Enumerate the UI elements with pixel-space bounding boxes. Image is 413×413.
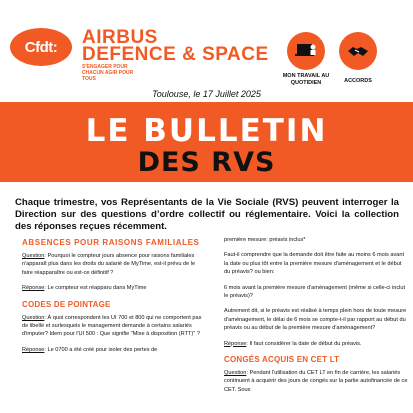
work-laptop-icon [287, 32, 325, 70]
document-date: Toulouse, le 17 Juillet 2025 [152, 89, 261, 99]
cfdt-logo [10, 28, 72, 66]
icon-label-work: MON TRAVAIL AU QUOTIDIEN [282, 73, 330, 86]
answer-absences [22, 284, 206, 292]
question-label: Question [224, 370, 247, 377]
answer-text: : Le compteur est réapparu dans MyTime [44, 285, 147, 292]
brand-line-2: DEFENCE & SPACE [82, 44, 269, 65]
icon-label-accords: ACCORDS [344, 78, 372, 84]
section-title-codes: CODES DE POINTAGE [22, 299, 111, 309]
section-title-conges: CONGÉS ACQUIS EN CET LT [224, 355, 340, 365]
question-text: : Pourquoi le compteur jours absence pour raisons familiales n'apparaît plus dans les droits du salarié de MyTime, est-il prévu de le faire réapparaître ou est-ce définitif ? [22, 253, 196, 276]
answer-label: Réponse [22, 346, 45, 353]
question-absences [22, 252, 206, 277]
answer-text: : Il faut considérer la date de début du préavis. [246, 340, 362, 347]
banner-title-line-2: DES RVS [137, 147, 276, 178]
paragraph: première mesure: préavis inclus* [224, 237, 306, 243]
intro-paragraph: Chaque trimestre, vos Représentants de la Vie Sociale (RVS) peuvent interroger la Direction sur des questions d’ordre collectif ou réglementaire. Voici la collection des réponses reçues récemment. [15, 197, 399, 232]
brand-tagline: S'ENGAGER POUR CHACUN AGIR POUR TOUS [82, 64, 134, 82]
brand-line-1: AIRBUS [82, 27, 158, 48]
answer-label: Réponse [224, 340, 247, 347]
answer-codes [22, 346, 206, 354]
cfdt-logo-text: Cfdt: [24, 38, 58, 56]
question-codes [22, 314, 206, 339]
question-conges [224, 369, 408, 394]
right-column [224, 236, 408, 401]
question-label: Question [22, 253, 45, 259]
answer-text: : Le 0700 a été créé pour isoler des pertes de [44, 346, 158, 353]
answer-label: Réponse [22, 285, 45, 292]
bulletin-banner [0, 102, 413, 182]
handshake-icon [339, 32, 377, 70]
question-text: : À quoi correspondent les UI 700 et 800 qui ne comportent pas de libellé et surlesquels le management demande à certains salariés d'imputer? Idem pour l'UI 500 : Que signifie "Mise à disposition (RTT)" ? [22, 314, 202, 338]
question-text: : Pendant l'utilisation du CET LT en fin de carrière, les salariés continuent à acquérir des jours de congés sur la partie autofinancée de ce CET. Sous [224, 370, 408, 393]
paragraph: 6 mois avant la première mesure d'aménagement (même si celle-ci inclut le préavis)? [224, 284, 406, 300]
header [0, 0, 413, 86]
paragraph: Faut-il comprendre que la demande doit être faite au moins 6 mois avant la date ou plus tôt entre la première mesure d'aménagement et le début du préavis? ou bien: [224, 252, 405, 276]
paragraph: Autrement dit, si le préavis est réalisé à temps plein hors de toute mesure d'aménagement, le délai de 6 mois se compte-t-il par rapport au début du préavis ou au début de la première mesure d'aménagement? [224, 308, 407, 332]
banner-title-line-1: LE BULLETIN [85, 113, 328, 149]
question-label: Question [22, 314, 45, 321]
answer-preavis [224, 340, 408, 348]
section-title-absences: ABSENCES POUR RAISONS FAMILIALES [22, 238, 200, 247]
left-column [22, 236, 206, 361]
